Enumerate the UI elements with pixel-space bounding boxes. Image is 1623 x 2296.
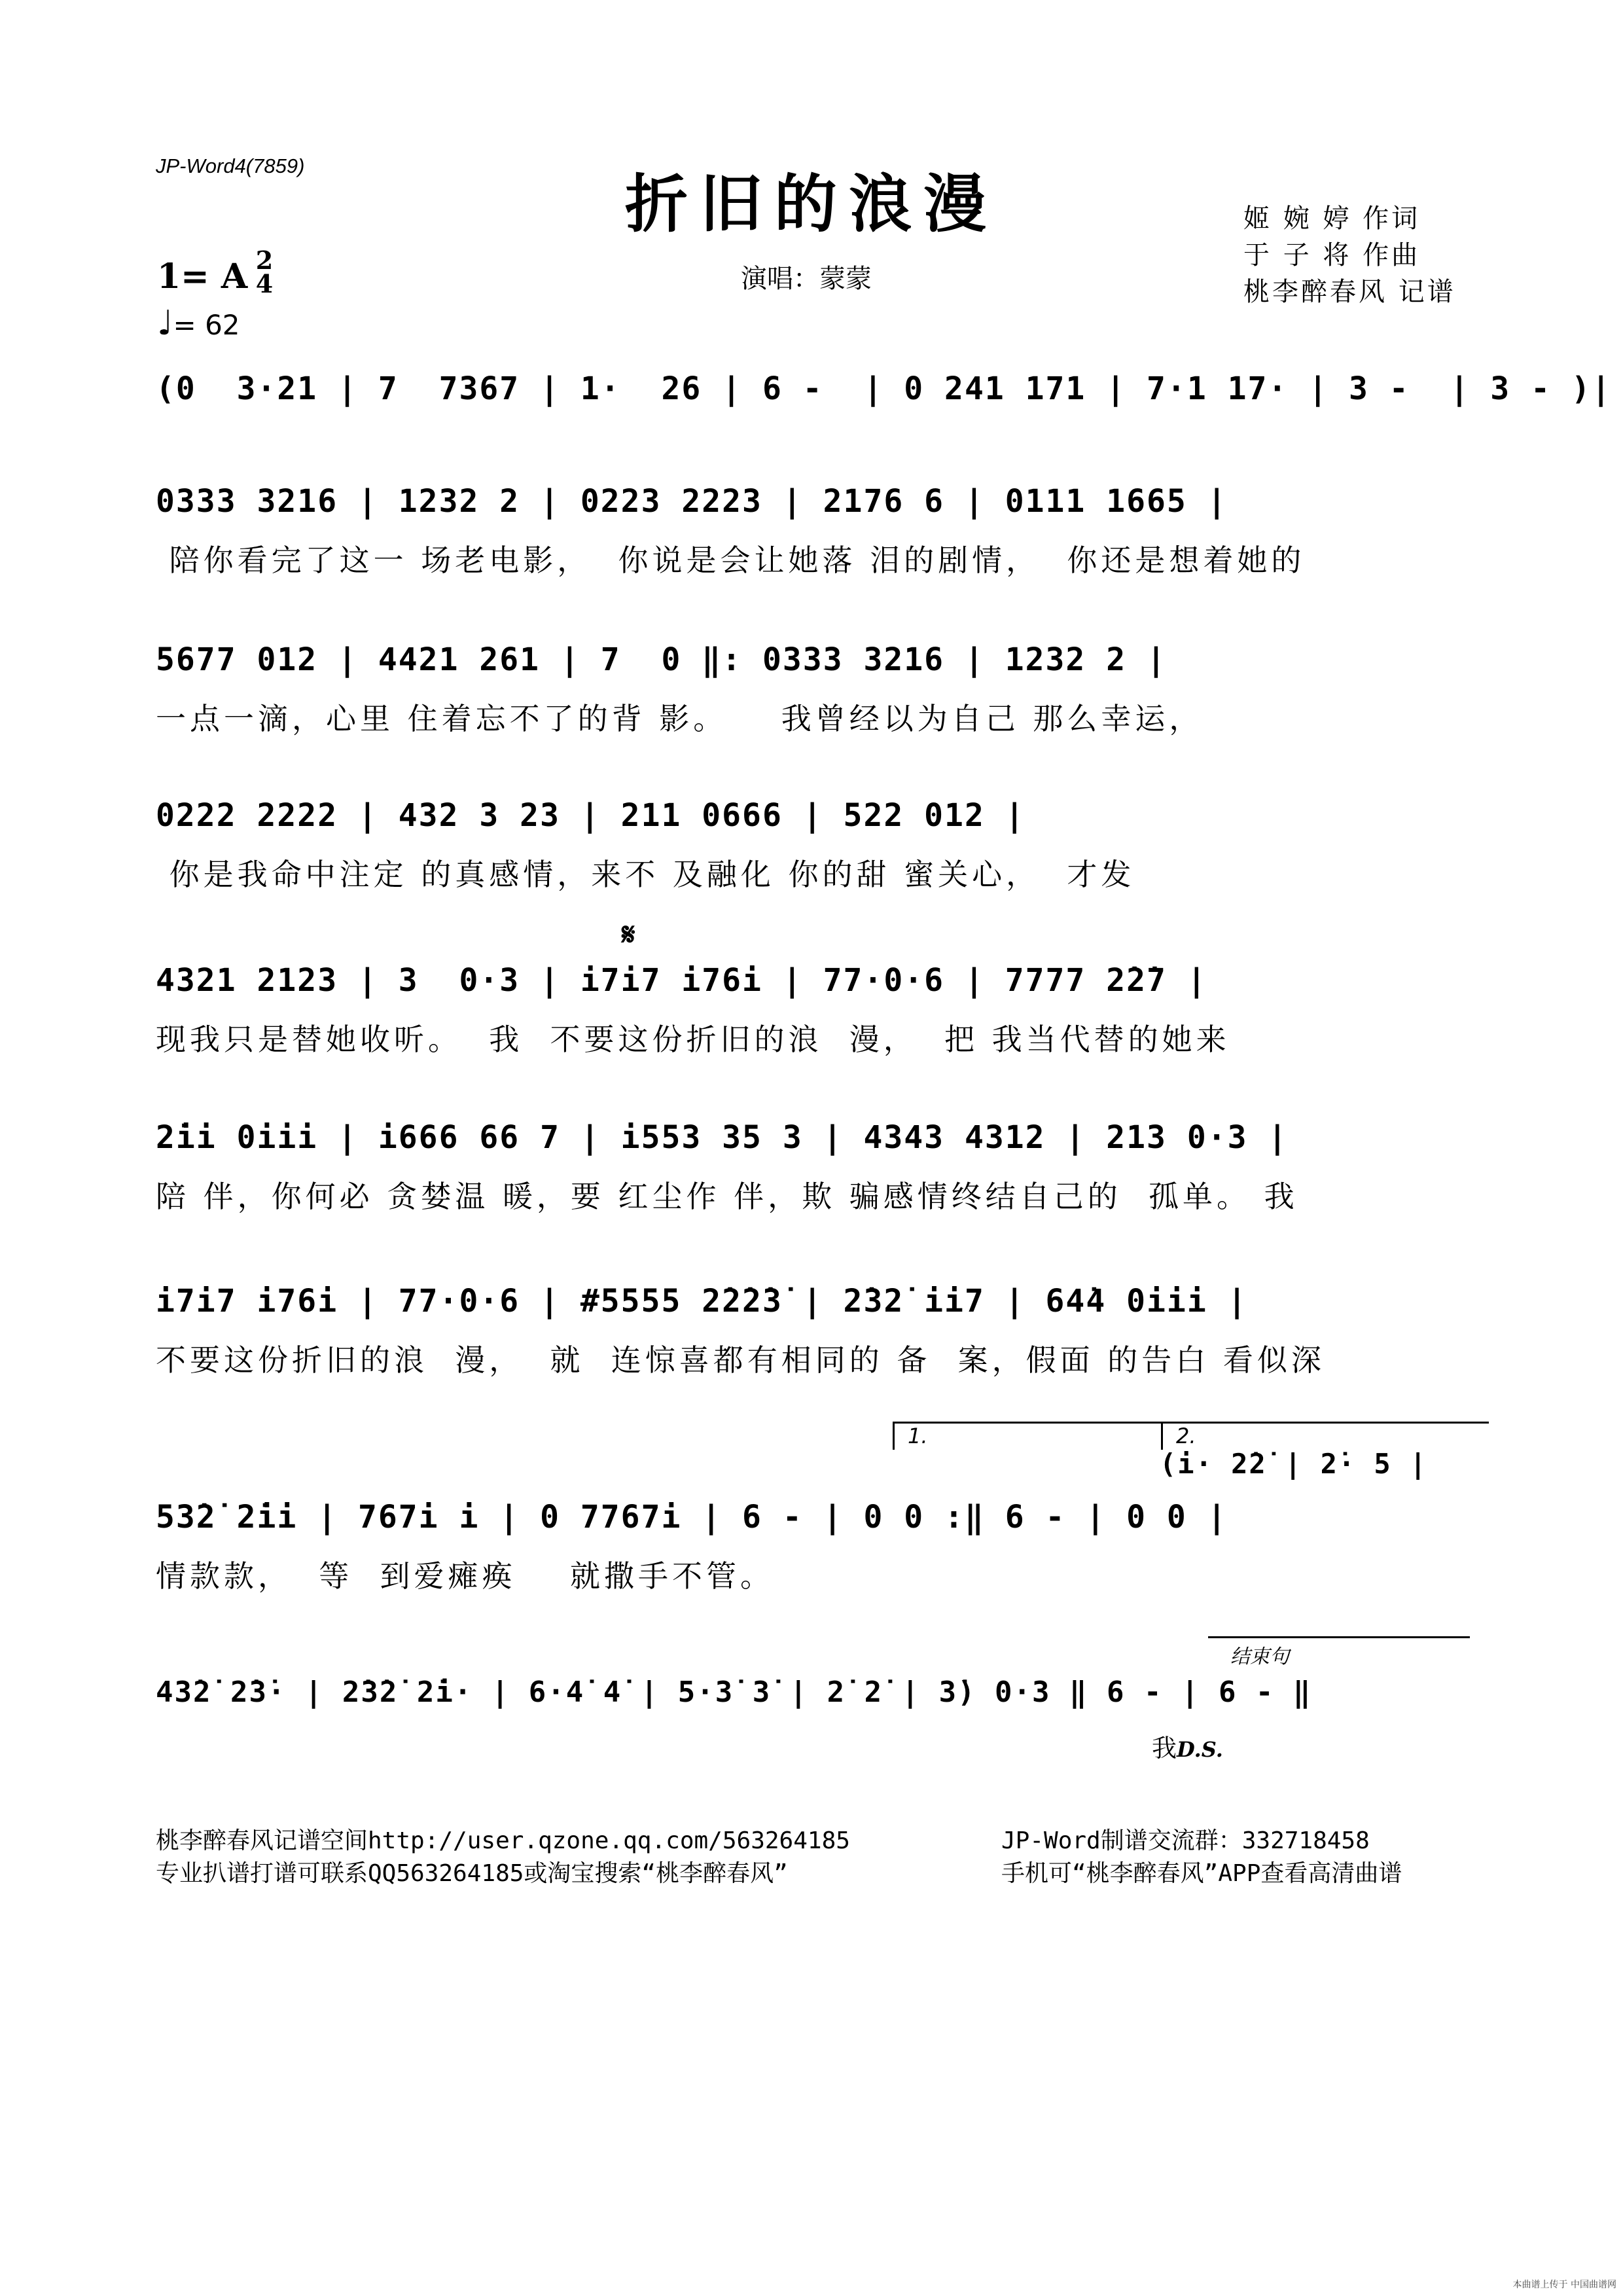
score-system-1 xyxy=(156,367,1612,445)
notation-line: 0333 3216 | 1232 2 | 0223 2223 | 2176 6 | 0111 1665 | xyxy=(156,483,1228,520)
second-ending-label: 2. xyxy=(1176,1424,1196,1448)
footer-left-line1: 桃李醉春风记谱空间http://user.qzone.qq.com/563264185 xyxy=(156,1827,850,1854)
score-system-2 xyxy=(156,483,1476,588)
software-label: JP-Word4(7859) xyxy=(156,154,305,177)
notation-line: (0 3·21 | 7 7367 | 1· 26 | 6 - | 0 241 171 | 7·1 17· | 3 - | 3 - )| xyxy=(156,370,1612,407)
notation-line: 2̇ii 0iii | i666 66 7 | i553 35 3 | 4343 4312 | 213 0·3 | xyxy=(156,1119,1289,1156)
lyrics-line: 陪 伴，你何必 贪婪温 暖，要 红尘作 伴，欺 骗感情终结自己的 孤单。 我 xyxy=(156,1179,1298,1214)
upload-watermark: 本曲谱上传于 中国曲谱网 xyxy=(1512,2280,1616,2290)
lyricist: 姬 婉 婷 作词 xyxy=(1243,204,1421,234)
credits xyxy=(1243,200,1456,310)
footer-left-line2: 专业扒谱打谱可联系QQ563264185或淘宝搜索“桃李醉春风” xyxy=(156,1860,788,1887)
ending-label: 结束句 xyxy=(1230,1645,1289,1668)
notation-line: 5677 012 | 4421 261 | 7 0 ‖: 0333 3216 | 1232 2 | xyxy=(156,641,1167,678)
singer: 演唱：蒙蒙 xyxy=(741,264,872,294)
score-system-3 xyxy=(156,641,1476,746)
tempo-marking xyxy=(157,304,240,343)
first-ending-bracket xyxy=(893,1422,1167,1450)
score-system-7 xyxy=(156,1283,1476,1388)
dal-segno xyxy=(1152,1728,1223,1764)
ds-mark: D.S. xyxy=(1177,1737,1223,1762)
time-signature xyxy=(251,245,277,298)
transcriber: 桃李醉春风 记谱 xyxy=(1243,277,1456,307)
notation-line: 43̇2̇ 2̇3̇· | 2̇3̇2̇ 2̇i· | 6·4̇ 4̇ | 5·3̇ 3̇ | 2̇ 2̇ | 3̇) 0·3 ‖ 6 - | 6 - ‖ xyxy=(156,1676,1312,1709)
composer: 于 子 将 作曲 xyxy=(1243,240,1421,270)
score-system-8 xyxy=(156,1499,1476,1604)
score-system-4 xyxy=(156,797,1476,902)
score-system-6 xyxy=(156,1119,1476,1224)
score-system-5 xyxy=(156,962,1476,1067)
lyrics-line: 不要这份折旧的浪 漫， 就 连惊喜都有相同的 备 案，假面 的告白 看似深 xyxy=(156,1342,1325,1378)
footer-right-line2: 手机可“桃李醉春风”APP查看高清曲谱 xyxy=(1001,1860,1402,1887)
notation-line: 0222 2222 | 432 3 23 | 211 0666 | 522 012 | xyxy=(156,797,1026,834)
footer-right-line1: JP-Word制谱交流群：332718458 xyxy=(1001,1827,1370,1854)
lyrics-line: 一点一滴，心里 住着忘不了的背 影。 我曾经以为自己 那么幸运， xyxy=(156,701,1204,736)
first-ending-label: 1. xyxy=(908,1424,928,1448)
time-bottom: 4 xyxy=(255,269,274,298)
ds-word: 我 xyxy=(1152,1734,1177,1763)
second-ending-bracket xyxy=(1161,1422,1489,1450)
tempo-value: = 62 xyxy=(173,309,240,341)
key-signature: 1= A xyxy=(157,257,248,296)
lyrics-line: 你是我命中注定 的真感情，来不 及融化 你的甜 蜜关心， 才发 xyxy=(156,857,1135,892)
song-title: 折旧的浪漫 xyxy=(625,167,998,241)
footer-left xyxy=(156,1825,850,1890)
time-top: 2 xyxy=(255,245,274,275)
notation-line: 53̇2̇ 2̇ii | 767i i | 0 7767i | 6 - | 0 0 :‖ 6 - | 0 0 | xyxy=(156,1499,1228,1535)
score-system-9 xyxy=(156,1676,1476,1741)
second-ending-intro: (i· 2̇2̇ | 2̇· 5 | xyxy=(1160,1448,1428,1480)
lyrics-line: 情款款， 等 到爱瘫痪 就撒手不管。 xyxy=(156,1558,774,1594)
segno-icon: 𝄋 xyxy=(622,916,635,953)
footer-right xyxy=(1001,1825,1402,1890)
notation-line: i7i7 i76i | 77·0·6 | #5555 2̇2̇2̇3̇ | 2̇32̇ ii7 | 64̇4 0iii | xyxy=(156,1283,1248,1319)
notation-line: 4321 2123 | 3 0·3 | i7i7 i76i | 77·0·6 | 7777 2̇2̇7 | xyxy=(156,962,1207,999)
quarter-note-icon: ♩ xyxy=(157,304,173,343)
lyrics-line: 现我只是替她收听。 我 不要这份折旧的浪 漫， 把 我当代替的她来 xyxy=(156,1022,1230,1057)
lyrics-line: 陪你看完了这一 场老电影， 你说是会让她落 泪的剧情， 你还是想着她的 xyxy=(156,543,1306,578)
